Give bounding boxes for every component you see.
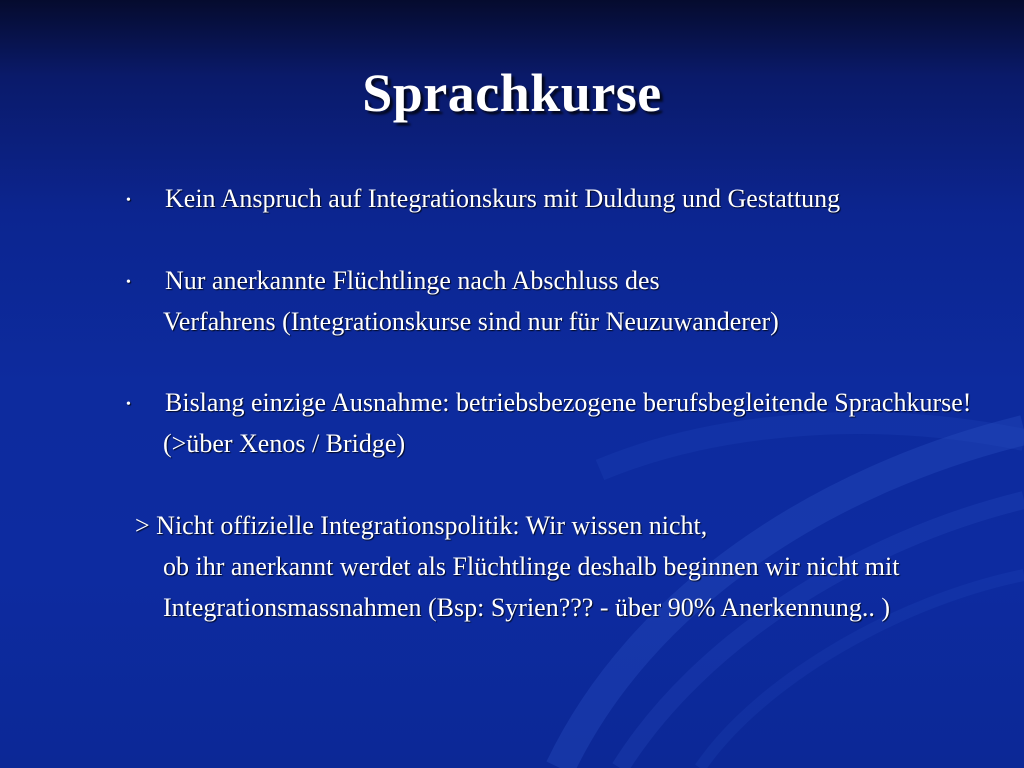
note-line-2: ob ihr anerkannt werdet als Flüchtlinge deshalb beginnen wir nicht mit (163, 552, 900, 581)
bullet-item-3-line-1: Bislang einzige Ausnahme: betriebsbezogene berufsbegleitende Sprachkurse! (165, 388, 972, 417)
bullet-item-2-line-2: Verfahrens (Integrationskurse sind nur für Neuzuwanderer) (163, 307, 779, 336)
bullet-item-2-line-1: Nur anerkannte Flüchtlinge nach Abschluss des (165, 266, 660, 295)
bullet-item-3-line-2: (>über Xenos / Bridge) (163, 429, 406, 458)
note-line-1: > Nicht offizielle Integrationspolitik: Wir wissen nicht, (135, 511, 708, 540)
bullet-marker: • (126, 275, 131, 290)
bullet-marker: • (126, 193, 131, 208)
note-line-3: Integrationsmassnahmen (Bsp: Syrien??? - über 90% Anerkennung.. ) (163, 593, 891, 622)
bullet-item-1-line-1: Kein Anspruch auf Integrationskurs mit Duldung und Gestattung (165, 184, 841, 213)
bullet-marker: • (126, 397, 131, 412)
slide-title: Sprachkurse (362, 63, 662, 123)
